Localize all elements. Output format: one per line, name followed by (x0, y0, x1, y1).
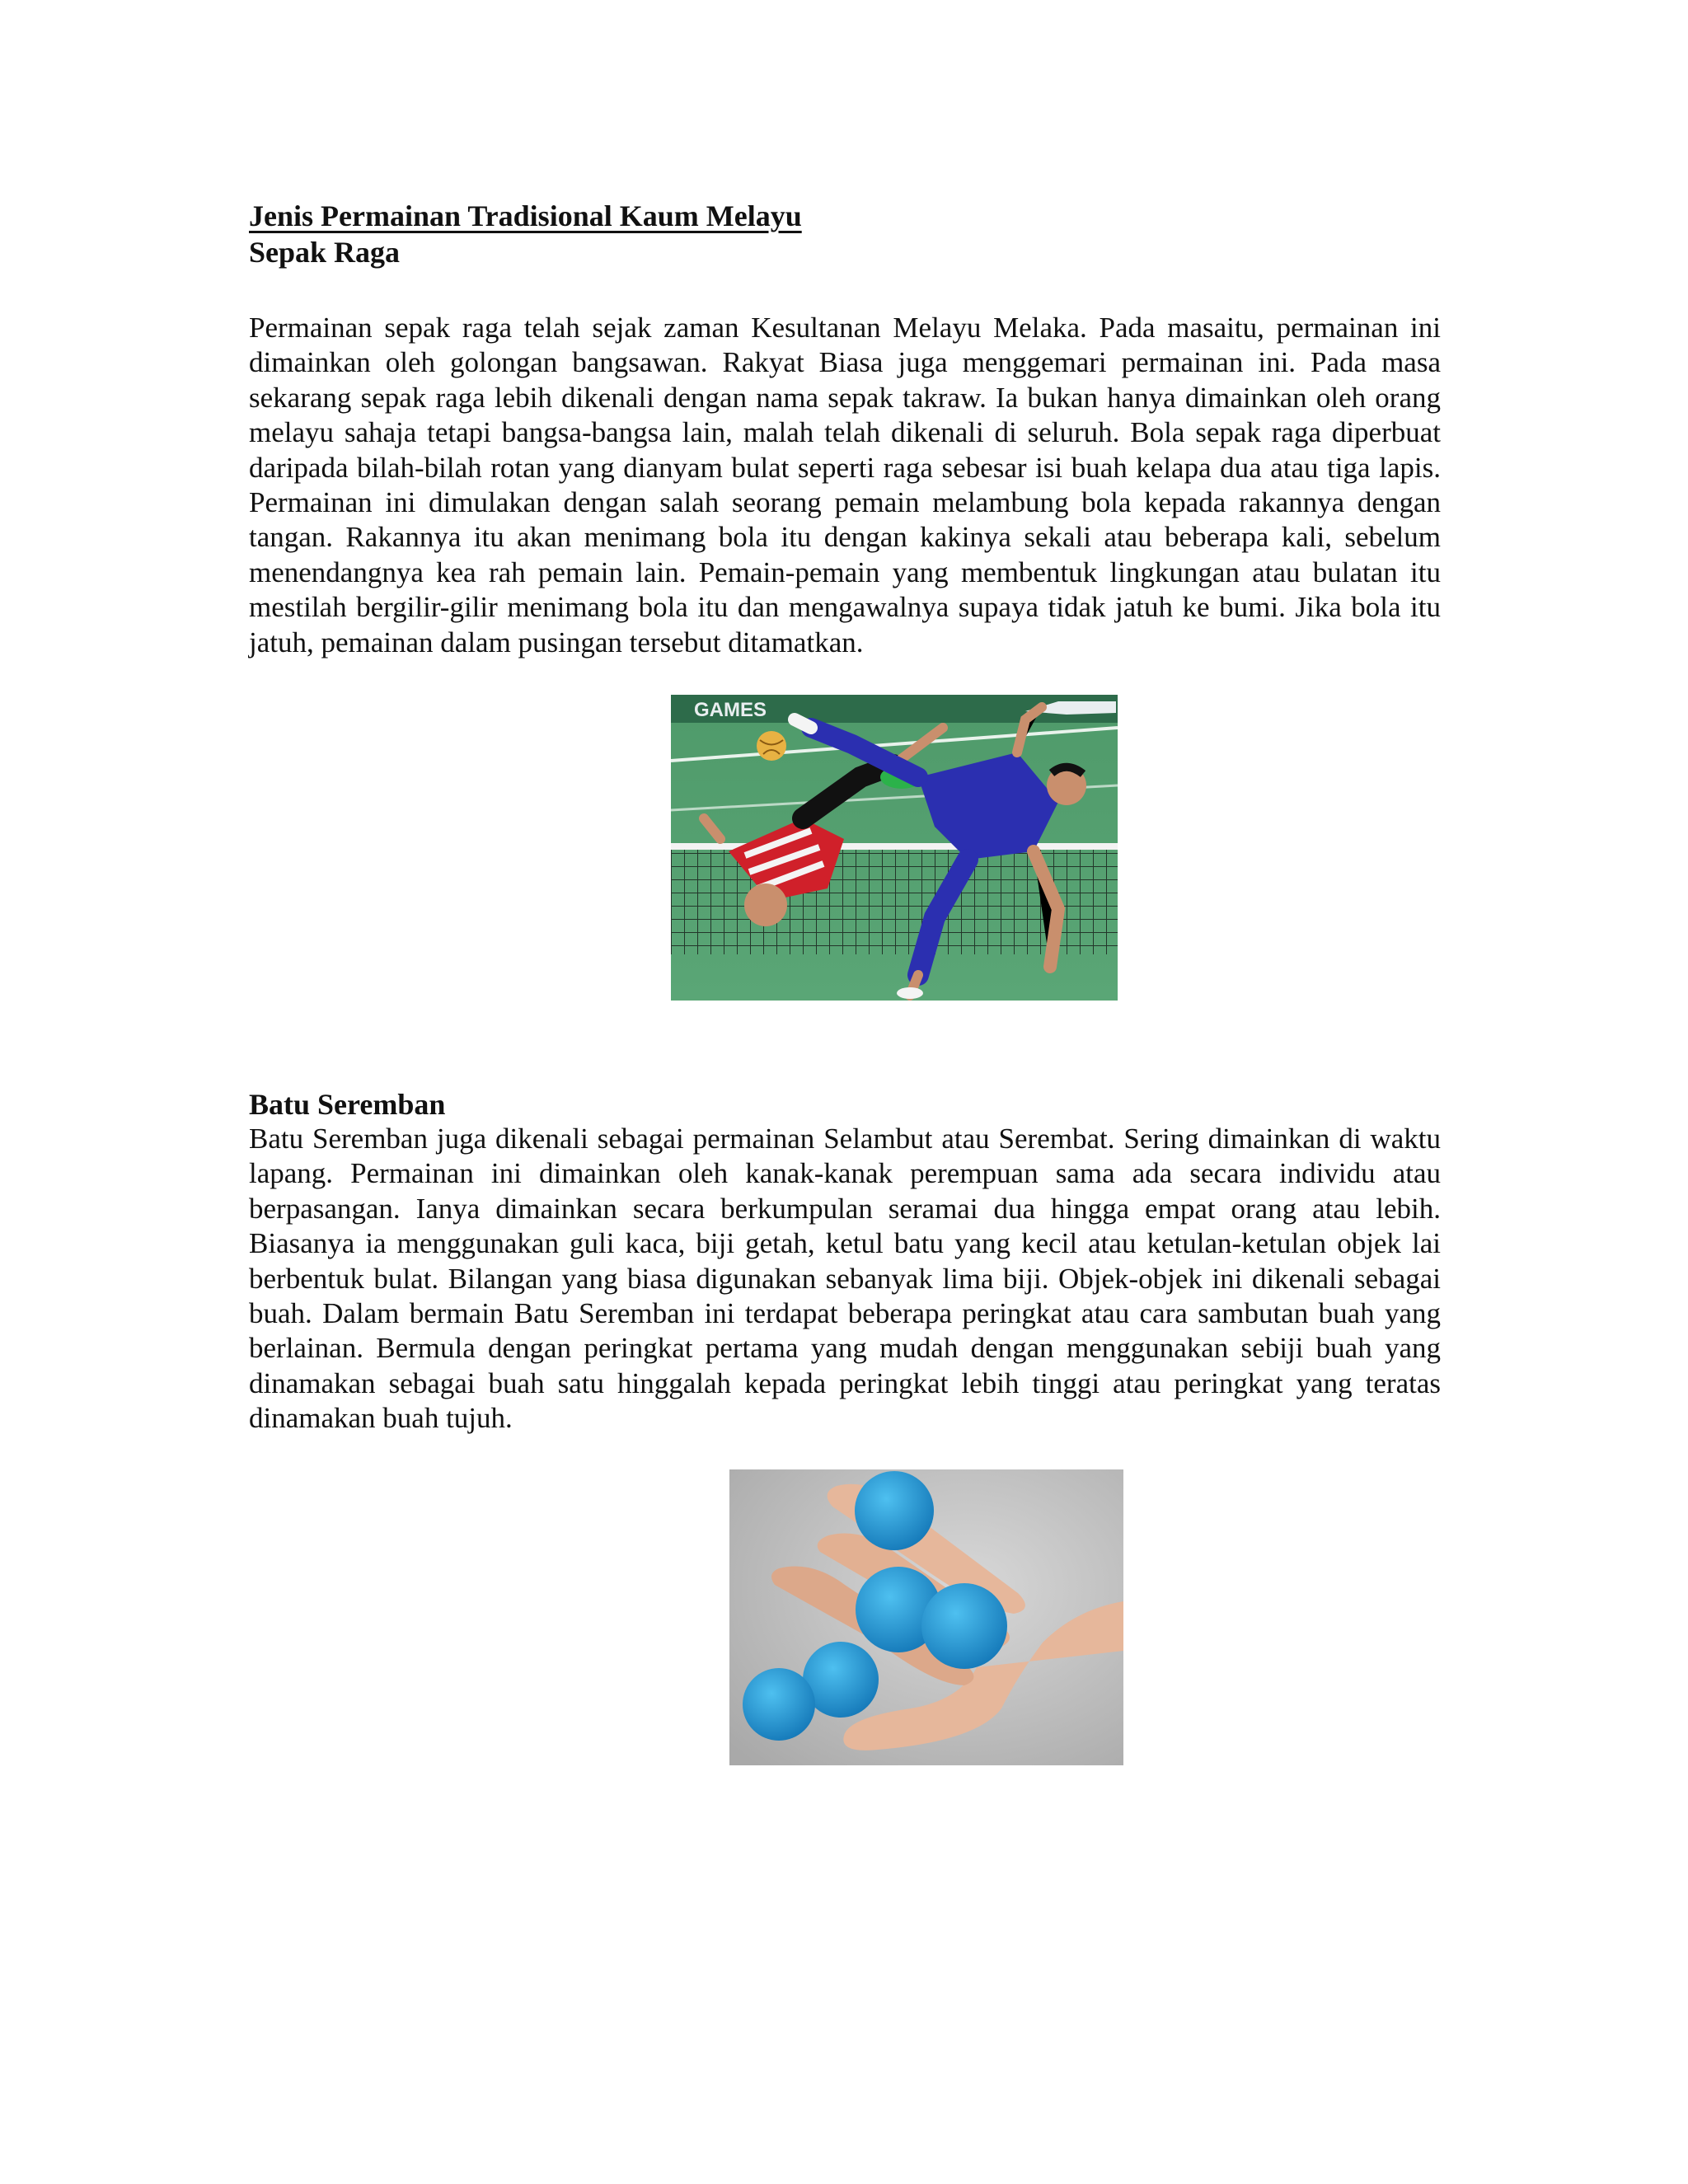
section-heading-batu-seremban: Batu Seremban (249, 1088, 446, 1121)
section-heading-sepak-raga: Sepak Raga (249, 236, 401, 269)
batu-seremban-photo (729, 1469, 1123, 1765)
document-title: Jenis Permainan Tradisional Kaum Melayu (249, 199, 802, 232)
sepak-takraw-photo (671, 695, 1118, 1001)
paragraph-sepak-raga: Permainan sepak raga telah sejak zaman Kesultanan Melayu Melaka. Pada masaitu, permainan ini dimainkan oleh golongan bangsawan. Rakyat Biasa juga menggemari permainan ini. Pada masa sekarang sepak raga lebih dikenali dengan nama sepak takraw. Ia bukan hanya dimainkan oleh orang melayu sahaja tetapi bangsa-bangsa lain, malah telah dikenali di seluruh. Bola sepak raga diperbuat daripada bilah-bilah rotan yang dianyam bulat seperti raga sebesar isi buah kelapa dua atau tiga lapis. Permainan ini dimulakan dengan salah seorang pemain melambung bola kepada rakannya dengan tangan. Rakannya itu akan menimang bola itu dengan kakinya sekali atau beberapa kali, sebelum menendangnya kea rah pemain lain. Pemain-pemain yang membentuk lingkungan atau bulatan itu mestilah bergilir-gilir menimang bola itu dan mengawalnya supaya tidak jatuh ke bumi. Jika bola itu jatuh, pemainan dalam pusingan tersebut ditamatkan. (249, 312, 1441, 658)
banner-text: GAMES (694, 699, 767, 721)
paragraph-batu-seremban: Batu Seremban juga dikenali sebagai permainan Selambut atau Serembat. Sering dimainkan di waktu lapang. Permainan ini dimainkan oleh kanak-kanak perempuan sama ada secara individu atau berpasangan. Ianya dimainkan secara berkumpulan seramai dua hingga empat orang atau lebih. Biasanya ia menggunakan guli kaca, biji getah, ketul batu yang kecil atau ketulan-ketulan objek lai berbentuk bulat. Bilangan yang biasa digunakan sebanyak lima biji. Objek-objek ini dikenali sebagai buah. Dalam bermain Batu Seremban ini terdapat beberapa peringkat atau cara sambutan buah yang berlainan. Bermula dengan peringkat pertama yang mudah dengan menggunakan sebiji buah yang dinamakan sebagai buah satu hinggalah kepada peringkat lebih tinggi atau peringkat yang teratas dinamakan buah tujuh. (249, 1122, 1441, 1435)
